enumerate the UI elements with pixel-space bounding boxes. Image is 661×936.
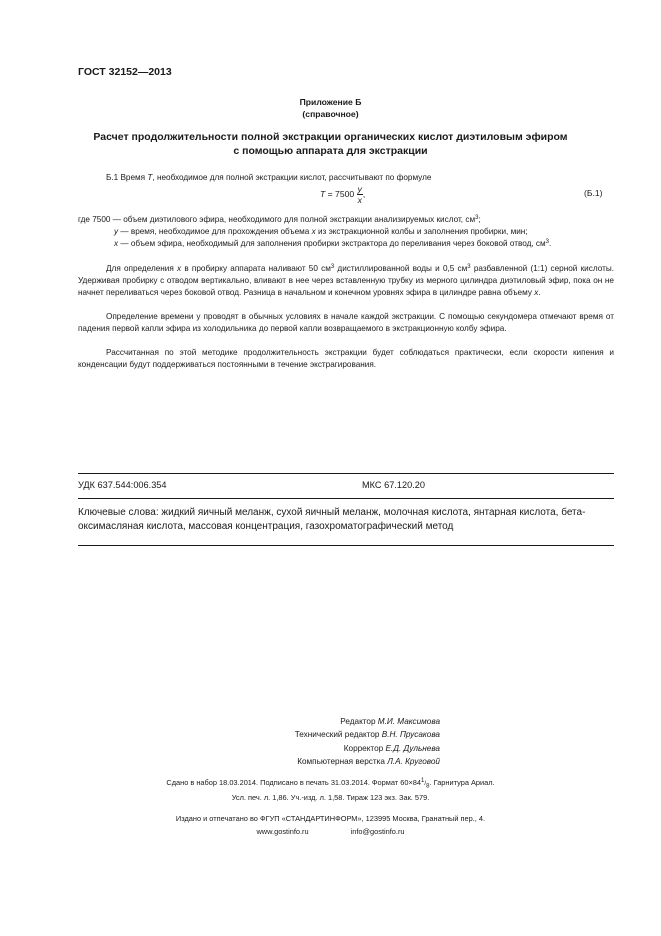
paragraph-2: Определение времени у проводят в обычных условиях в начале каждой экстракции. С помощью секундомера отмечают время от падения первой капли эфира из холодильника до первой капли возвращаемого в экстракционную колбу эфира. — [78, 312, 614, 334]
credit-tech-editor — [200, 728, 440, 741]
credit-name: Е.Д. Дульнева — [385, 743, 440, 753]
definition-1-end: ; — [478, 215, 481, 224]
definition-3-end: . — [549, 239, 552, 249]
paragraph-1-text: дистиллированной воды и 0,5 см — [334, 264, 468, 273]
clause-intro — [106, 172, 431, 184]
paragraph-1 — [78, 263, 614, 300]
variable-y: y — [114, 227, 119, 237]
paragraph-1-text: разбавленной (1:1) серной кислоты. Удерживая пробирку с отводом вертикально, вливают в нее через вставленную трубку из мерного цилиндра диэтиловый эфир, пока он не начнет переливаться через боковой отвод. Разница в начальном и конечном уровнях эфира в цилиндре равна объему — [78, 264, 614, 298]
format-fraction-den: 8 — [426, 783, 430, 790]
credit-role: Компьютерная верстка — [297, 757, 388, 767]
definition-3-text: объем эфира, необходимый для заполнения пробирки экстрактора до переливания через боковой отвод, см — [130, 239, 546, 249]
superscript: 3 — [330, 264, 335, 270]
variable-x: x — [534, 288, 539, 298]
definition-term — [78, 226, 131, 238]
format-fraction: $^1/_8$ — [421, 778, 430, 790]
variable-x: x — [311, 227, 316, 237]
formula-denominator: x — [357, 195, 362, 205]
dash: — — [118, 227, 131, 237]
clause-intro-text: Б.1 Время — [106, 173, 148, 182]
divider-middle — [78, 498, 614, 499]
formula-lhs: T — [320, 188, 326, 199]
format-fraction-num: 1 — [421, 778, 425, 784]
credit-name: М.И. Максимова — [377, 717, 440, 726]
annex-status: (справочное) — [302, 109, 359, 119]
imprint-dates-format: Сдано в набор 18.03.2014. Подписано в печать 31.03.2014. Формат 60×84 — [166, 778, 421, 787]
imprint-font: . Гарнитура Ариал. — [429, 778, 495, 787]
imprint-contacts — [0, 826, 661, 838]
annex-label: Приложение Б — [299, 97, 362, 107]
credit-role: Технический редактор — [294, 730, 382, 740]
dash: — — [118, 239, 131, 249]
where-definitions — [78, 214, 614, 251]
imprint-line-3: Издано и отпечатано во ФГУП «СТАНДАРТИНФОРМ», 123995 Москва, Гранатный пер., 4. — [175, 814, 486, 823]
annex-title-line1: Расчет продолжительности полной экстракции органических кислот диэтиловым эфиром — [93, 131, 568, 143]
formula-numerator: y — [357, 184, 362, 194]
annex-title — [0, 130, 661, 158]
paragraph-3: Рассчитанная по этой методике продолжительность экстракции будет соблюдаться практически, если скорости кипения и конденсации будут поддерживаться постоянными в течение экстрагирования. — [78, 348, 614, 370]
definition-2-text-end: из экстракционной колбы и заполнения пробирки, мин; — [315, 227, 528, 237]
credit-layout — [200, 755, 440, 768]
definition-text — [131, 226, 614, 238]
equation-number: (Б.1) — [584, 188, 603, 198]
divider-bottom — [78, 545, 614, 546]
definition-term — [78, 238, 131, 250]
imprint-line-2: Усл. печ. л. 1,86. Уч.-изд. л. 1,58. Тираж 123 экз. Зак. 579. — [231, 793, 430, 802]
credits — [200, 715, 440, 769]
credit-role: Редактор — [340, 717, 378, 726]
keywords: Ключевые слова: жидкий яичный меланж, сухой яичный меланж, молочная кислота, янтарная кислота, бета-оксимасляная кислота, массовая концентрация, газохроматографический метод — [78, 507, 586, 532]
paragraph-1-text: Для определения — [106, 264, 178, 273]
website-link[interactable]: www.gostinfo.ru — [256, 827, 309, 836]
definition-text — [123, 214, 614, 226]
annex-title-line2: с помощью аппарата для экстракции — [233, 145, 428, 157]
standard-id: ГОСТ 32152—2013 — [78, 66, 172, 78]
imprint-line-1 — [0, 777, 661, 792]
credit-editor — [200, 715, 440, 728]
credit-corrector — [200, 742, 440, 755]
variable-t: T — [147, 173, 153, 182]
definition-text — [131, 238, 614, 250]
definition-row — [78, 214, 614, 226]
udk-code: УДК 637.544:006.354 — [78, 480, 167, 490]
credit-name: Л.А. Круговой — [387, 757, 440, 767]
annex-heading — [0, 96, 661, 120]
paragraph-1-text: в пробирку аппарата наливают 50 см — [181, 264, 331, 273]
clause-intro-text-end: , необходимое для полной экстракции кислот, рассчитывают по формуле — [152, 173, 432, 182]
definition-term: где 7500 — — [78, 215, 124, 224]
formula-end: , — [362, 188, 366, 199]
paragraph-1-end: . — [538, 288, 541, 298]
formula — [320, 184, 365, 205]
email-link[interactable]: info@gostinfo.ru — [350, 827, 405, 836]
variable-x: x — [114, 239, 119, 249]
mks-code: МКС 67.120.20 — [362, 480, 425, 490]
definition-row — [78, 226, 614, 238]
superscript: 3 — [545, 239, 550, 246]
definition-2-text: время, необходимое для прохождения объема — [130, 227, 312, 237]
definition-row — [78, 238, 614, 250]
definition-1-text: объем диэтилового эфира, необходимого для полной экстракции анализируемых кислот, см — [123, 215, 476, 224]
superscript: 3 — [475, 215, 479, 221]
formula-constant: = 7500 — [325, 188, 357, 199]
divider-top — [78, 473, 614, 474]
credit-name: В.Н. Прусакова — [381, 730, 440, 740]
credit-role: Корректор — [343, 743, 386, 753]
superscript: 3 — [467, 264, 471, 270]
variable-x: x — [177, 264, 182, 273]
